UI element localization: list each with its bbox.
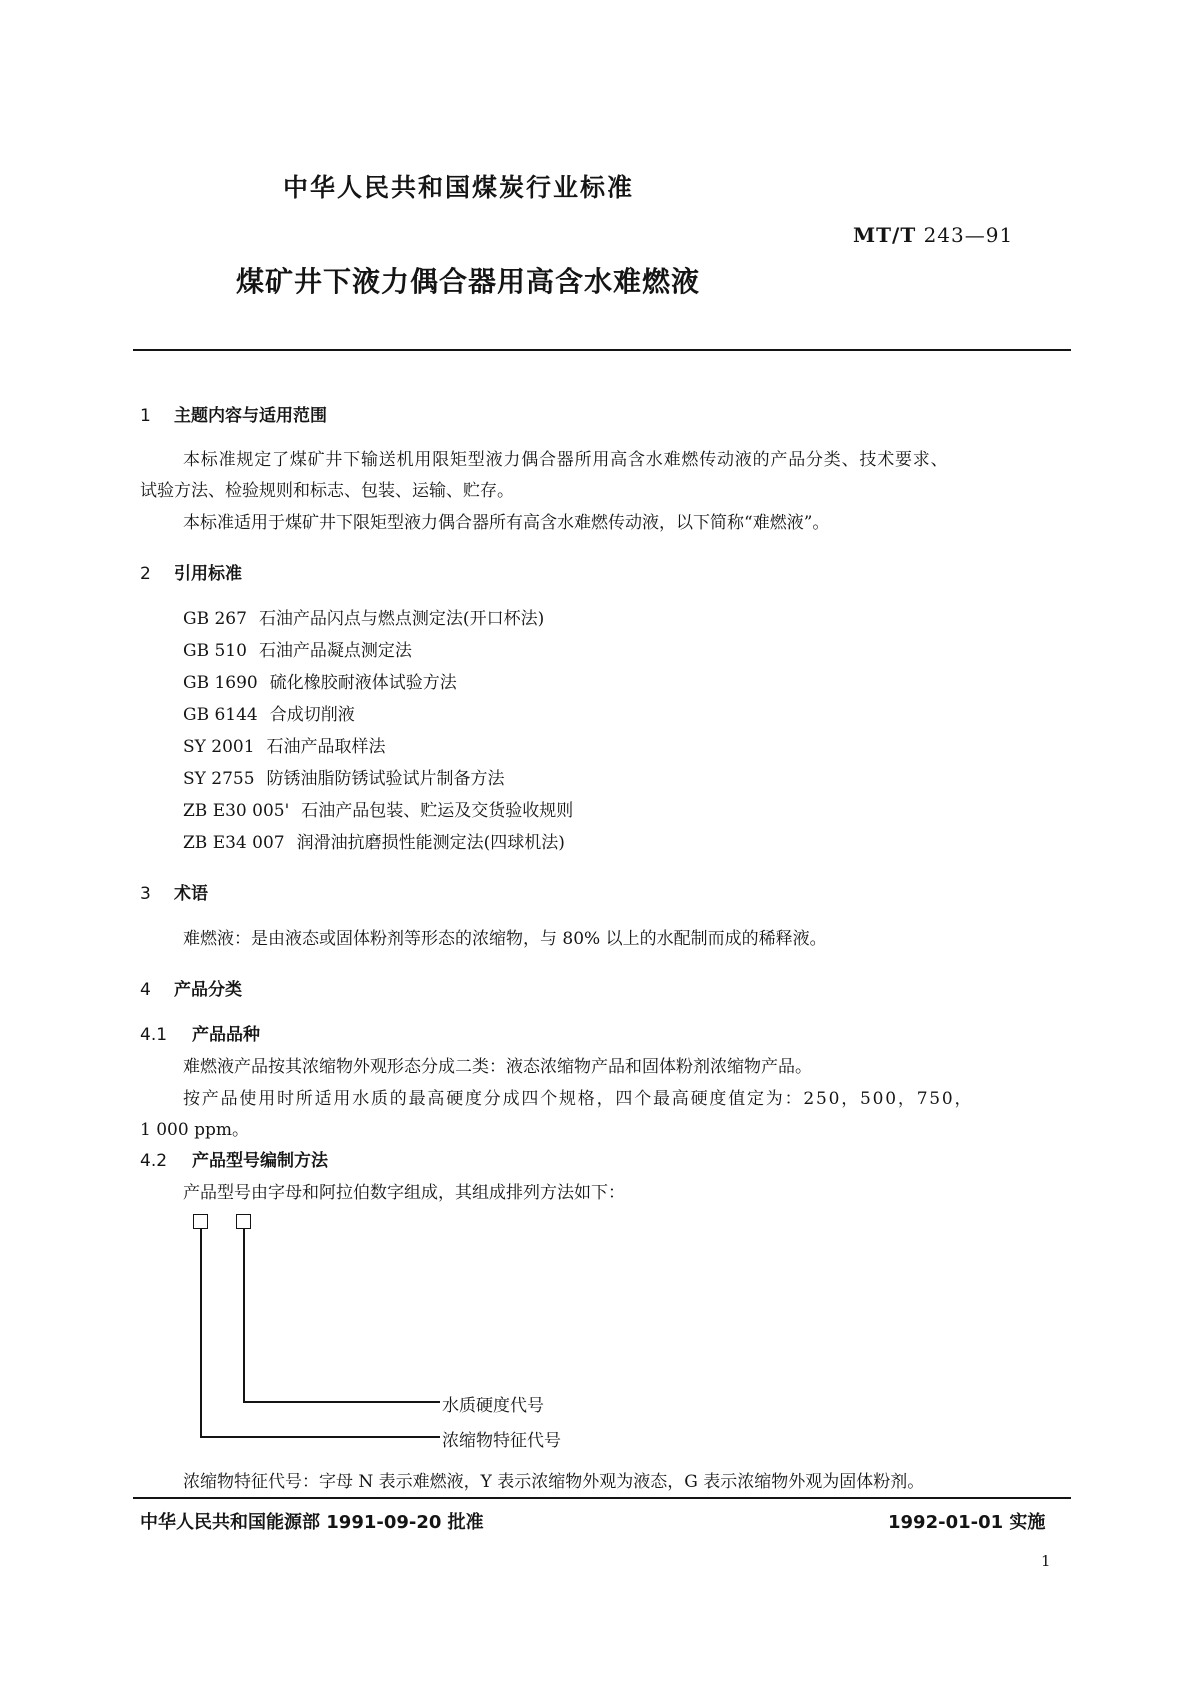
section-3-number: 3: [140, 884, 151, 904]
section-1-paragraph-1-line-1: 本标准规定了煤矿井下输送机用限矩型液力偶合器所用高含水难燃传动液的产品分类、技术要求、: [183, 450, 949, 470]
concentrate-code-label: 浓缩物特征代号: [442, 1431, 561, 1451]
section-4-2-title: 产品型号编制方法: [192, 1151, 328, 1171]
section-3-heading: [140, 879, 208, 904]
reference-code: ZB E34 007: [183, 833, 285, 853]
section-4-1-title: 产品品种: [192, 1025, 260, 1045]
reference-code: ZB E30 005': [183, 801, 290, 821]
reference-item: [183, 732, 386, 757]
approval-line: 中华人民共和国能源部 1991-09-20 批准: [140, 1512, 484, 1533]
section-1-paragraph-2: 本标准适用于煤矿井下限矩型液力偶合器所有高含水难燃传动液，以下简称“难燃液”。: [183, 513, 830, 533]
standard-organization-title: 中华人民共和国煤炭行业标准: [283, 173, 635, 202]
section-1-paragraph-1-line-2: 试验方法、检验规则和标志、包装、运输、贮存。: [140, 481, 514, 501]
reference-title: 合成切削液: [269, 705, 355, 725]
section-4-heading: [140, 975, 242, 1000]
reference-item: [183, 604, 544, 629]
section-4-2-heading: [140, 1146, 328, 1171]
header-divider: [133, 349, 1071, 351]
section-2-title: 引用标准: [174, 564, 242, 584]
section-4-number: 4: [140, 980, 151, 1000]
section-1-number: 1: [140, 406, 151, 426]
reference-code: GB 267: [183, 609, 247, 629]
section-4-1-number: 4.1: [140, 1025, 168, 1045]
water-hardness-code-box: [236, 1214, 251, 1229]
reference-item: [183, 700, 355, 725]
reference-title: 石油产品凝点测定法: [258, 641, 412, 661]
concentrate-code-box: [193, 1214, 208, 1229]
section-1-heading: [140, 401, 327, 426]
standard-code: [853, 223, 1013, 247]
section-4-1-paragraph-1: 难燃液产品按其浓缩物外观形态分成二类：液态浓缩物产品和固体粉剂浓缩物产品。: [183, 1057, 812, 1077]
section-4-2-paragraph-1: 产品型号由字母和阿拉伯数字组成，其组成排列方法如下：: [183, 1183, 625, 1203]
reference-item: [183, 828, 565, 853]
reference-title: 石油产品包装、贮运及交货验收规则: [301, 801, 574, 821]
section-3-definition: 难燃液：是由液态或固体粉剂等形态的浓缩物，与 80% 以上的水配制而成的稀释液。: [183, 929, 827, 949]
water-hardness-connector-horizontal: [243, 1401, 440, 1403]
section-1-title: 主题内容与适用范围: [174, 406, 327, 426]
section-4-title: 产品分类: [174, 980, 242, 1000]
reference-item: [183, 636, 412, 661]
section-4-2-paragraph-2: 浓缩物特征代号：字母 N 表示难燃液，Y 表示浓缩物外观为液态，G 表示浓缩物外观为固体粉剂。: [183, 1472, 925, 1492]
water-hardness-code-label: 水质硬度代号: [442, 1396, 544, 1416]
standard-code-prefix: MT/T: [853, 223, 917, 247]
section-4-1-paragraph-2-line-1: 按产品使用时所适用水质的最高硬度分成四个规格，四个最高硬度值定为：250，500，750，: [183, 1089, 974, 1109]
effective-date-line: 1992-01-01 实施: [888, 1512, 1046, 1533]
reference-title: 润滑油抗磨损性能测定法(四球机法): [296, 833, 565, 853]
section-3-title: 术语: [174, 884, 208, 904]
section-2-number: 2: [140, 564, 151, 584]
reference-code: GB 510: [183, 641, 247, 661]
reference-item: [183, 668, 457, 693]
reference-code: SY 2001: [183, 737, 255, 757]
footer-divider: [133, 1497, 1071, 1499]
section-4-1-heading: [140, 1020, 260, 1045]
concentrate-code-connector-vertical: [200, 1229, 202, 1437]
water-hardness-connector-vertical: [243, 1229, 245, 1402]
section-2-heading: [140, 559, 242, 584]
reference-code: SY 2755: [183, 769, 255, 789]
section-4-1-paragraph-2-line-2: 1 000 ppm。: [140, 1120, 249, 1140]
reference-title: 硫化橡胶耐液体试验方法: [269, 673, 457, 693]
reference-item: [183, 796, 573, 821]
standard-code-number: 243—91: [923, 223, 1014, 247]
reference-item: [183, 764, 505, 789]
reference-code: GB 6144: [183, 705, 258, 725]
document-title: 煤矿井下液力偶合器用高含水难燃液: [236, 265, 701, 298]
section-4-2-number: 4.2: [140, 1151, 168, 1171]
reference-title: 防锈油脂防锈试验试片制备方法: [266, 769, 505, 789]
reference-title: 石油产品闪点与燃点测定法(开口杯法): [258, 609, 545, 629]
page-number: 1: [1041, 1552, 1051, 1570]
reference-code: GB 1690: [183, 673, 258, 693]
concentrate-code-connector-horizontal: [200, 1436, 440, 1438]
reference-title: 石油产品取样法: [266, 737, 386, 757]
